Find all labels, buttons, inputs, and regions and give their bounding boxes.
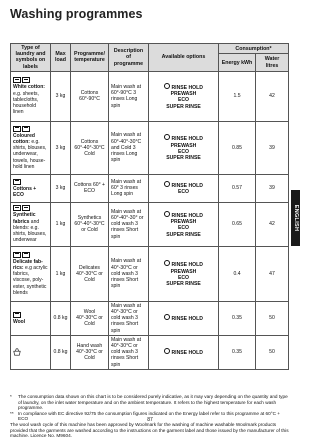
description-cell: Main wash at 60° 3 rinses Long spin	[109, 174, 149, 202]
header-consumption: Consumption*	[219, 44, 289, 54]
header-load: Max load	[51, 44, 71, 72]
header-water: Water litres	[256, 54, 289, 71]
wash-tub-icon	[13, 126, 21, 132]
description-cell: Main wash at 60°-40°-30° or cold wash 3 rinses Short spin	[109, 202, 149, 246]
table-row	[11, 174, 289, 202]
wash-tub-icon	[22, 205, 30, 211]
language-tab	[291, 190, 300, 246]
energy-cell: 0.35	[219, 335, 256, 369]
wash-tub-icon	[13, 205, 21, 211]
table-row	[11, 71, 289, 121]
laundry-type-text: e.g. sheets, tablecloths, household linen	[13, 90, 39, 116]
description-cell: Main wash at 40°-30°C or cold wash 3 rinses Short spin	[109, 301, 149, 335]
care-symbol-icon	[13, 179, 48, 185]
load-cell: 3 kg	[51, 71, 71, 121]
option-dial-icon	[164, 181, 170, 187]
energy-cell: 0.65	[219, 202, 256, 246]
laundry-type-label: Wool	[13, 318, 26, 325]
water-cell: 50	[256, 301, 289, 335]
option-label: PREWASH	[170, 268, 197, 275]
option-label: RINSE HOLD	[171, 350, 203, 357]
water-cell: 42	[256, 71, 289, 121]
laundry-type-cell	[11, 246, 51, 301]
option-label: SUPER RINSE	[166, 281, 201, 288]
water-cell: 39	[256, 174, 289, 202]
temperature-cell: Cottons 60° + ECO	[71, 174, 109, 202]
option-label: SUPER RINSE	[166, 103, 201, 110]
option-dial-icon	[164, 348, 170, 354]
option-label: SUPER RINSE	[166, 155, 201, 162]
option-label: RINSE HOLD	[171, 212, 203, 219]
energy-cell: 0.35	[219, 301, 256, 335]
temperature-cell: Cottons 60°-90°C	[71, 71, 109, 121]
option-label: ECO	[177, 148, 190, 155]
laundry-type-cell	[11, 71, 51, 121]
options-cell	[149, 121, 219, 174]
option-label: ECO	[177, 189, 190, 196]
options-cell	[149, 335, 219, 369]
footnote-mark: *	[10, 394, 12, 399]
header-options: Available options	[149, 44, 219, 72]
table-row	[11, 301, 289, 335]
footnote	[10, 394, 290, 411]
care-symbol-icon	[13, 348, 48, 355]
option-label: RINSE HOLD	[171, 183, 203, 190]
energy-cell: 1.5	[219, 71, 256, 121]
option-item	[151, 189, 216, 195]
table-row	[11, 121, 289, 174]
water-cell: 47	[256, 246, 289, 301]
laundry-type-text: e.g. shirts, blouses, underwear, towels, house-hold linen	[13, 138, 47, 170]
hand-wash-icon	[13, 348, 20, 355]
laundry-type-label: Cottons + ECO	[13, 185, 37, 198]
wash-tub-icon	[13, 312, 21, 318]
temperature-cell: Cottons 60°-40°-30°C Cold	[71, 121, 109, 174]
load-cell: 0.8 kg	[51, 335, 71, 369]
programme-table	[10, 43, 289, 370]
option-dial-icon	[164, 314, 170, 320]
language-tab-label: ENGLISH	[292, 204, 299, 232]
option-dial-icon	[164, 260, 170, 266]
care-symbol-icon	[13, 77, 48, 83]
option-label: RINSE HOLD	[171, 84, 203, 91]
wash-tub-icon	[13, 252, 21, 258]
laundry-type-label: White cotton:	[13, 84, 45, 91]
option-label: RINSE HOLD	[171, 262, 203, 269]
header-temp: Programme/ temperature	[71, 44, 109, 72]
options-cell	[149, 71, 219, 121]
option-dial-icon	[164, 83, 170, 89]
load-cell: 1 kg	[51, 246, 71, 301]
water-cell: 39	[256, 121, 289, 174]
table-row	[11, 246, 289, 301]
table-row	[11, 335, 289, 369]
option-label: ECO	[177, 274, 190, 281]
option-dial-icon	[164, 134, 170, 140]
footnote-text: The wool wash cycle of this machine has been approved by Woolmark for the washing of machine washable Woolmark products provided that the garments are washed according to the instructions on the garment label and those issued by the manufacturer of this machine. Licence No. M9604.	[10, 421, 289, 439]
option-item	[151, 83, 216, 91]
laundry-type-text: and blends: e.g. shirts, blouses, underwear	[13, 218, 47, 244]
laundry-type-cell	[11, 202, 51, 246]
water-cell: 50	[256, 335, 289, 369]
temperature-cell: Hand wash 40°-30°C or Cold	[71, 335, 109, 369]
option-item	[151, 134, 216, 142]
option-item	[151, 104, 216, 110]
wash-tub-icon	[13, 179, 21, 185]
footnote	[10, 422, 290, 439]
wash-tub-icon	[22, 126, 30, 132]
option-item	[151, 281, 216, 287]
description-cell: Main wash at 60°-40°-30°C and Cold 3 rinses Long spin	[109, 121, 149, 174]
header-type: Type of laundry and symbols on labels	[11, 44, 51, 72]
wash-tub-icon	[13, 77, 21, 83]
option-label: PREWASH	[170, 91, 197, 98]
option-item	[151, 348, 216, 356]
care-symbol-icon	[13, 205, 48, 211]
care-symbol-icon	[13, 252, 48, 258]
load-cell: 3 kg	[51, 121, 71, 174]
options-cell	[149, 202, 219, 246]
wash-tub-icon	[22, 252, 30, 258]
temperature-cell: Synthetics 60°-40°-30°C or Cold	[71, 202, 109, 246]
option-dial-icon	[164, 211, 170, 217]
options-cell	[149, 246, 219, 301]
laundry-type-label: Synthetic fabrics	[13, 212, 36, 225]
option-item	[151, 155, 216, 161]
option-label: PREWASH	[170, 219, 197, 226]
description-cell: Main wash at 60°-90°C 3 rinses Long spin	[109, 71, 149, 121]
laundry-type-cell	[11, 301, 51, 335]
load-cell: 0.8 kg	[51, 301, 71, 335]
footnote-text: The consumption data shown on this chart is to be considered purely indicative, as it may vary depending on the quantity and type of laundry, on the inlet water temperature and on the ambient temperature. It refers to the highest temperature for each wash programme.	[18, 394, 288, 411]
temperature-cell: Delicates 40°-30°C or Cold	[71, 246, 109, 301]
laundry-type-label: Delicate fab-rics:	[13, 258, 43, 271]
option-label: RINSE HOLD	[171, 136, 203, 143]
option-label: SUPER RINSE	[166, 231, 201, 238]
load-cell: 1 kg	[51, 202, 71, 246]
header-row	[11, 44, 289, 54]
laundry-type-cell	[11, 121, 51, 174]
energy-cell: 0.57	[219, 174, 256, 202]
options-cell	[149, 301, 219, 335]
header-desc: Description of programme	[109, 44, 149, 72]
wash-tub-icon	[22, 77, 30, 83]
laundry-type-label: Coloured cotton:	[13, 132, 35, 145]
footnote-mark: **	[10, 410, 14, 416]
care-symbol-icon	[13, 312, 48, 318]
laundry-type-text: e.g acrylic fabrics, viscose, poly-ester, synthetic blends	[13, 264, 48, 296]
description-cell: Main wash at 40°-30°C or cold wash 3 rinses Short spin	[109, 335, 149, 369]
option-label: RINSE HOLD	[171, 316, 203, 323]
laundry-type-cell	[11, 174, 51, 202]
footnote-text: In compliance with EC directive 92/75 the consumption figures indicated on the Energy label refer to this programme at 60°C + ECO	[18, 410, 281, 422]
temperature-cell: Wool 40°-30°C or Cold	[71, 301, 109, 335]
option-item	[151, 260, 216, 268]
page-title: Washing programmes	[10, 7, 143, 21]
energy-cell: 0.4	[219, 246, 256, 301]
options-cell	[149, 174, 219, 202]
option-label: ECO	[177, 225, 190, 232]
load-cell: 3 kg	[51, 174, 71, 202]
energy-cell: 0.85	[219, 121, 256, 174]
laundry-type-cell	[11, 335, 51, 369]
option-item	[151, 181, 216, 189]
description-cell: Main wash at 40°-30°C or cold wash 3 rinses Short spin	[109, 246, 149, 301]
option-label: ECO	[177, 97, 190, 104]
option-item	[151, 232, 216, 238]
water-cell: 42	[256, 202, 289, 246]
care-symbol-icon	[13, 126, 48, 132]
table-row	[11, 202, 289, 246]
page-number: 87	[147, 417, 153, 423]
option-label: PREWASH	[170, 142, 197, 149]
header-energy: Energy kWh	[219, 54, 256, 71]
option-item	[151, 211, 216, 219]
option-item	[151, 314, 216, 322]
